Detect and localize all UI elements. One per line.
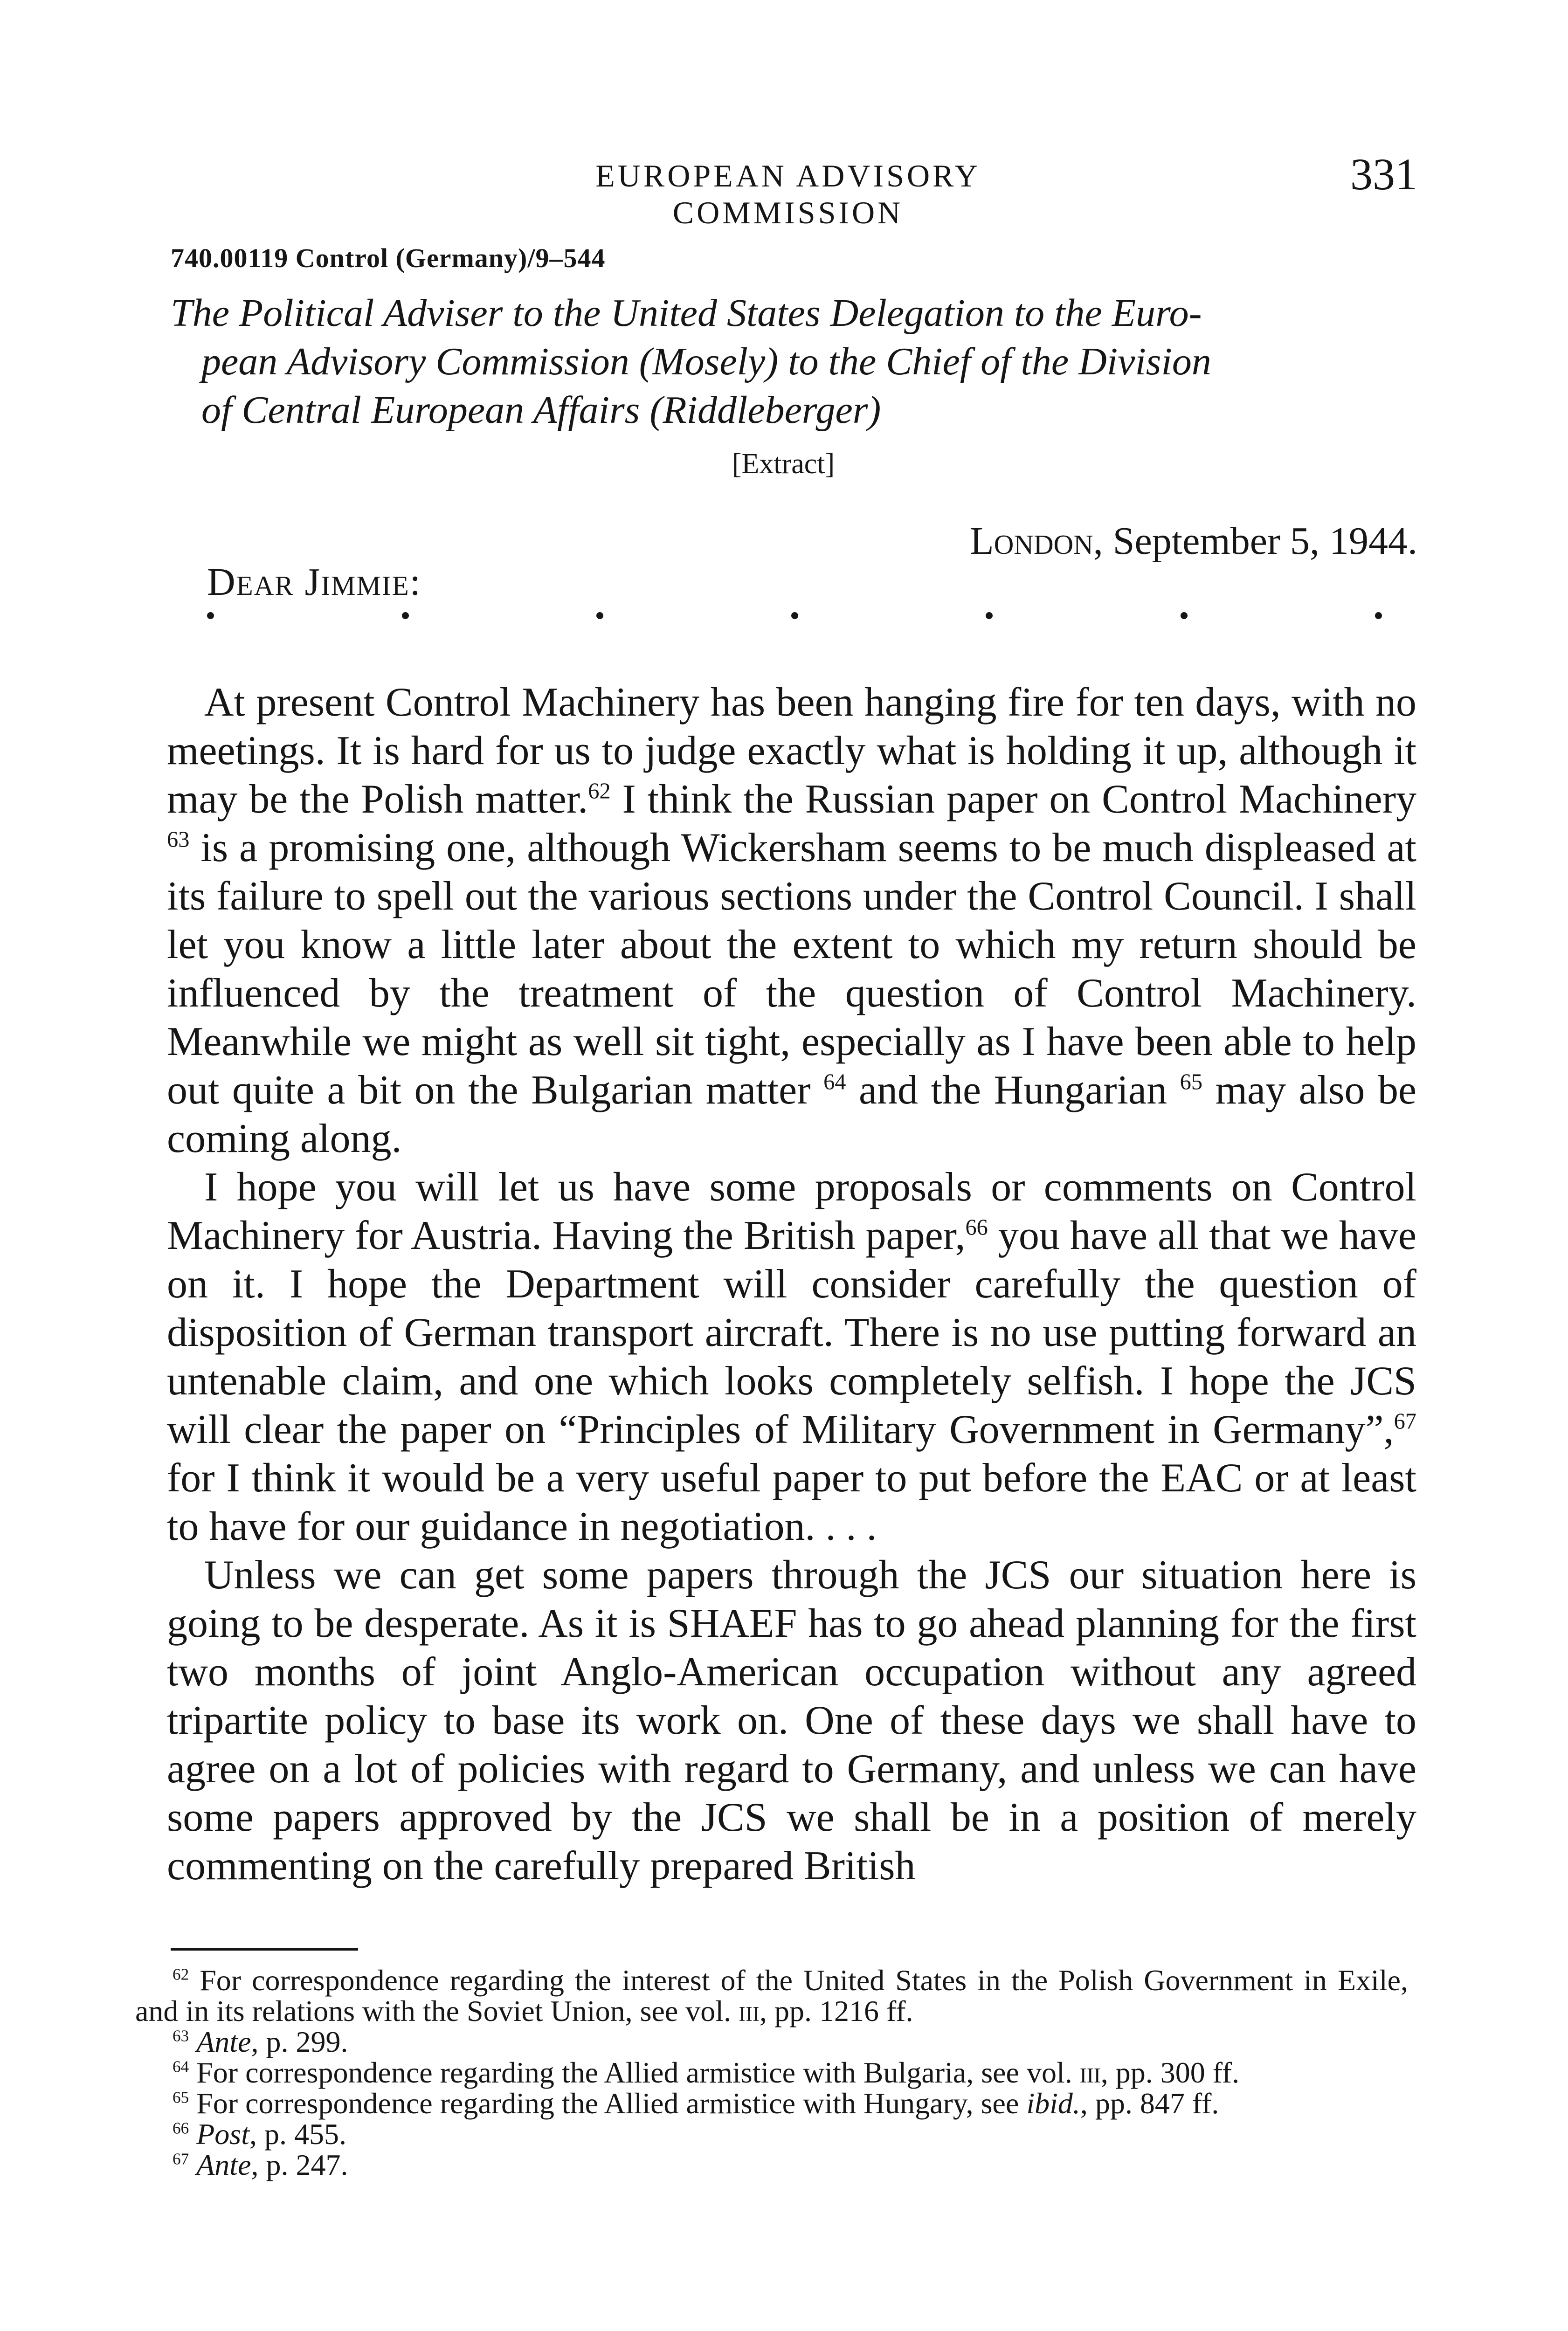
footnote-ref: 63 <box>167 827 190 852</box>
dot <box>1375 612 1382 619</box>
paragraph: At present Control Machinery has been hanging fire for ten days, with no meetings. It is hard for us to judge exactly what is holding it up, although it may be the Polish matter.$^{62}$ I think the Russian paper on Control Machinery $^{63}$ is a promising one, although Wickersham seems to be much displeased at its failure to spell out the various sections under the Control Council. I shall let you know a little later about the extent to which my return should be influenced by the treatment of the question of Control Machinery. Meanwhile we might as well sit tight, especially as I have been able to help out quite a bit on the Bulgarian matter $^{64}$ and the Hungarian $^{65}$ may also be coming along. <box>167 680 1417 1161</box>
document-title <box>171 289 1416 434</box>
title-line: of Central European Affairs (Riddleberger) <box>201 388 881 432</box>
dot <box>791 612 798 619</box>
footnote: $^{63}$ Ante, p. 299. <box>173 2025 348 2058</box>
letter-body <box>167 678 1416 1890</box>
footnote-ref: 66 <box>965 1215 988 1240</box>
title-line: The Political Adviser to the United States Delegation to the Euro- <box>171 291 1202 335</box>
dot <box>986 612 993 619</box>
title-line: pean Advisory Commission (Mosely) to the Chief of the Division <box>201 340 1211 383</box>
page-number: 331 <box>1350 149 1417 199</box>
footnote: $^{65}$ For correspondence regarding the Allied armistice with Hungary, see ibid., pp. 847 ff. <box>173 2087 1219 2120</box>
dot <box>596 612 603 619</box>
footnote: $^{66}$ Post, p. 455. <box>173 2117 346 2151</box>
place-date <box>746 518 1417 564</box>
dot <box>402 612 409 619</box>
dot <box>1181 612 1188 619</box>
footnote: $^{67}$ Ante, p. 247. <box>173 2148 348 2181</box>
footnote: $^{64}$ For correspondence regarding the Allied armistice with Bulgaria, see vol. iii, pp. 300 ff. <box>173 2056 1240 2089</box>
footnote-ref: 64 <box>823 1069 846 1095</box>
salutation: Dear Jimmie: <box>207 560 421 604</box>
paragraph: Unless we can get some papers through the JCS our situation here is going to be desperate. As it is SHAEF has to go ahead planning for the first two months of joint Anglo-American occupation without any agreed tripartite policy to base its work on. One of these days we shall have to agree on a lot of policies with regard to Germany, and unless we can have some papers approved by the JCS we shall be in a position of merely commenting on the carefully prepared British <box>167 1552 1416 1889</box>
footnote-ref: 65 <box>1180 1069 1203 1095</box>
file-number: 740.00119 Control (Germany)/9–544 <box>171 243 606 273</box>
footnote-rule <box>171 1948 358 1951</box>
running-head: EUROPEAN ADVISORY COMMISSION <box>595 158 981 230</box>
place: London <box>970 519 1093 563</box>
dot <box>207 612 214 619</box>
footnote-ref: 67 <box>1394 1409 1416 1434</box>
footnote: $^{62}$ For correspondence regarding the interest of the United States in the Polish Government in Exile, and in its relations with the Soviet Union, see vol. iii, pp. 1216 ff. <box>135 1964 1409 2028</box>
paragraph: I hope you will let us have some proposals or comments on Control Machinery for Austria. Having the British paper,$^{66}$ you have all that we have on it. I hope the Department will consider carefully the question of disposition of German transport aircraft. There is no use putting forward an untenable claim, and one which looks completely selfish. I hope the JCS will clear the paper on “Principles of Military Government in Germany”,$^{67}$ for I think it would be a very useful paper to put before the EAC or at least to have for our guidance in negotiation. . . . <box>167 1165 1416 1549</box>
date: , September 5, 1944. <box>1093 519 1417 563</box>
omission-dots <box>207 599 1382 632</box>
footnote-ref: 62 <box>588 779 611 804</box>
extract-label: [Extract] <box>732 448 835 480</box>
footnotes <box>135 1965 1408 2180</box>
